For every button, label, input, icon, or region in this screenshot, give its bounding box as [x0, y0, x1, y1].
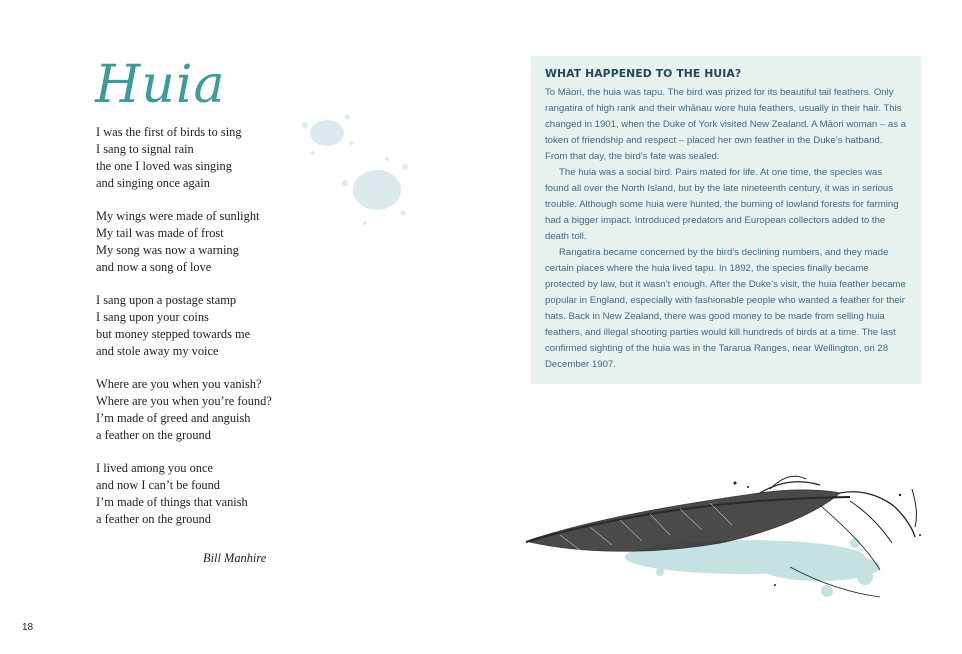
poem-line: My song was now a warning — [96, 243, 239, 257]
poem-line: I was the first of birds to sing — [96, 125, 242, 139]
poem-line: I sang upon a postage stamp — [96, 293, 237, 307]
info-box-heading: WHAT HAPPENED TO THE HUIA? — [545, 67, 742, 80]
poem-line: I’m made of things that vanish — [96, 495, 248, 509]
poem-line: and now I can’t be found — [96, 478, 220, 492]
poem-line: I sang upon your coins — [96, 310, 209, 324]
info-paragraph: The huia was a social bird. Pairs mated for life. At one time, the species was found all over the North Island, but by the late nineteenth century, it was in serious trouble. Although some huia were hunted, the burning of lowland forests for farming had a bigger impact. Introduced predators and European collectors added to the death toll. — [545, 167, 899, 242]
poem-line: a feather on the ground — [96, 512, 211, 526]
poem-line: My wings were made of sunlight — [96, 209, 260, 223]
poem-stanza — [96, 292, 296, 360]
poem-line: My tail was made of frost — [96, 226, 224, 240]
poem-line: and stole away my voice — [96, 344, 219, 358]
poem-line: a feather on the ground — [96, 428, 211, 442]
poem-line: the one I loved was singing — [96, 159, 232, 173]
poem-line: I’m made of greed and anguish — [96, 411, 251, 425]
poem-line: I lived among you once — [96, 461, 213, 475]
poem-line: Where are you when you’re found? — [96, 394, 272, 408]
poem-line: but money stepped towards me — [96, 327, 251, 341]
poem-line: Where are you when you vanish? — [96, 377, 262, 391]
info-paragraph: Rangatira became concerned by the bird’s declining numbers, and they made certain places where the huia lived tapu. In 1892, the species finally became protected by law, but it wasn’t enough. After the Duke’s visit, the huia feather became popular in England, especially with fashionable people who wanted a feather for their hats. Back in New Zealand, there was good money to be made from selling huia feathers, and illegal shooting parties would kill hundreds of birds at a time. The last confirmed sighting of the huia was in the Tararua Ranges, near Wellington, on 28 December 1907. — [545, 247, 906, 370]
poem-body — [96, 124, 296, 544]
info-box — [531, 56, 921, 384]
page-number: 18 — [22, 622, 34, 633]
feather-illustration — [520, 475, 930, 610]
poem-author: Bill Manhire — [203, 551, 267, 565]
poem-stanza — [96, 460, 296, 528]
poem-line: and singing once again — [96, 176, 210, 190]
poem-stanza — [96, 124, 296, 192]
poem-title: Huia — [95, 55, 226, 115]
poem-stanza — [96, 208, 296, 276]
poem-line: and now a song of love — [96, 260, 212, 274]
poem-stanza — [96, 376, 296, 444]
watercolor-splash — [285, 95, 425, 245]
info-paragraph: To Māori, the huia was tapu. The bird was prized for its beautiful tail feathers. Only rangatira of high rank and their whānau wore huia feathers, usually in their hair. This changed in 1901, when the Duke of York visited New Zealand. A Māori woman – as a token of friendship and respect – placed her own feather in the Duke’s hatband. From that day, the bird’s fate was sealed. — [545, 87, 907, 162]
poem-line: I sang to signal rain — [96, 142, 194, 156]
